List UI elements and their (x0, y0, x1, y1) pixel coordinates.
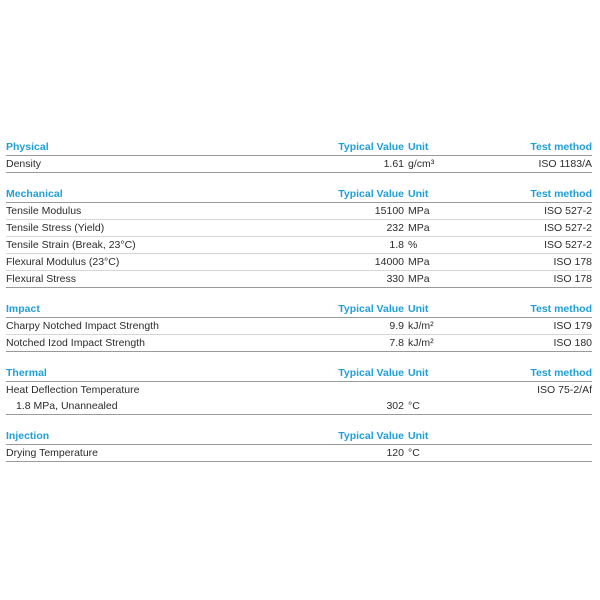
section-header (6, 428, 592, 445)
section-mechanical (6, 186, 592, 288)
table-row (6, 254, 592, 271)
property-unit: kJ/m² (408, 337, 434, 349)
property-name: Notched Izod Impact Strength (6, 337, 145, 349)
section-header (6, 301, 592, 318)
table-row (6, 203, 592, 220)
property-test-method: ISO 180 (553, 337, 592, 349)
property-unit: MPa (408, 256, 430, 268)
property-name: Density (6, 158, 42, 170)
typical-value-header: Typical Value (338, 430, 404, 442)
property-unit: % (408, 239, 418, 251)
section-injection (6, 428, 592, 462)
property-unit: MPa (408, 273, 430, 285)
property-test-method: ISO 178 (553, 256, 592, 268)
typical-value-header: Typical Value (338, 367, 404, 379)
unit-header: Unit (408, 430, 429, 442)
property-test-method: ISO 527-2 (544, 222, 592, 234)
table-row (6, 445, 592, 462)
table-row (6, 318, 592, 335)
section-title: Impact (6, 303, 40, 315)
typical-value-header: Typical Value (338, 188, 404, 200)
section-title: Thermal (6, 367, 47, 379)
property-name: Tensile Strain (Break, 23°C) (6, 239, 136, 251)
unit-header: Unit (408, 303, 429, 315)
property-unit: °C (408, 400, 420, 412)
section-impact (6, 301, 592, 352)
property-test-method: ISO 178 (553, 273, 592, 285)
test-method-header: Test method (530, 141, 592, 153)
test-method-header: Test method (530, 303, 592, 315)
property-test-method: ISO 527-2 (544, 239, 592, 251)
unit-header: Unit (408, 141, 429, 153)
table-row (6, 237, 592, 254)
property-unit: MPa (408, 205, 430, 217)
test-method-header: Test method (530, 367, 592, 379)
property-unit: MPa (408, 222, 430, 234)
property-name: Drying Temperature (6, 447, 99, 459)
table-row (6, 220, 592, 237)
property-name: Heat Deflection Temperature (6, 384, 140, 396)
table-row (6, 335, 592, 352)
property-unit: °C (408, 447, 420, 459)
property-value: 232 (386, 222, 404, 234)
property-name: Tensile Stress (Yield) (6, 222, 105, 234)
property-value: 330 (386, 273, 404, 285)
property-value: 302 (386, 400, 404, 412)
property-test-method: ISO 1183/A (538, 158, 592, 170)
property-name: Flexural Stress (6, 273, 77, 285)
table-row (6, 271, 592, 288)
property-name: Flexural Modulus (23°C) (6, 256, 120, 268)
section-title: Physical (6, 141, 49, 153)
section-title: Injection (6, 430, 50, 442)
unit-header: Unit (408, 367, 429, 379)
property-value: 9.9 (389, 320, 404, 332)
section-header (6, 139, 592, 156)
properties-table (6, 139, 592, 475)
test-method-header: Test method (530, 188, 592, 200)
unit-header: Unit (408, 188, 429, 200)
property-test-method: ISO 75-2/Af (537, 384, 592, 396)
property-value: 14000 (374, 256, 404, 268)
property-name: Charpy Notched Impact Strength (6, 320, 159, 332)
section-header (6, 186, 592, 203)
property-condition: 1.8 MPa, Unannealed (16, 400, 118, 412)
section-physical (6, 139, 592, 173)
property-test-method: ISO 179 (553, 320, 592, 332)
table-row (6, 382, 592, 398)
property-unit: kJ/m² (408, 320, 434, 332)
property-value: 120 (386, 447, 404, 459)
typical-value-header: Typical Value (338, 303, 404, 315)
property-value: 1.8 (389, 239, 404, 251)
table-row (6, 156, 592, 173)
section-header (6, 365, 592, 382)
property-value: 7.8 (389, 337, 404, 349)
property-value: 15100 (374, 205, 404, 217)
typical-value-header: Typical Value (338, 141, 404, 153)
property-unit: g/cm³ (408, 158, 435, 170)
property-name: Tensile Modulus (6, 205, 82, 217)
property-test-method: ISO 527-2 (544, 205, 592, 217)
table-row (6, 398, 592, 415)
property-value: 1.61 (383, 158, 404, 170)
section-thermal (6, 365, 592, 415)
section-title: Mechanical (6, 188, 63, 200)
